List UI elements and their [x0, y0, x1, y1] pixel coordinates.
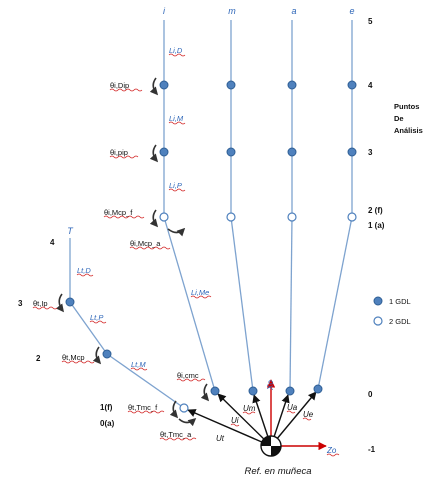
finger-label-t: T: [67, 226, 73, 236]
joint-ring-mcp: [288, 213, 296, 221]
angle-label-t-ip: θt,Ip: [33, 299, 48, 308]
joint-thumb-ip: [66, 298, 74, 306]
legend-label-2gdl: 2 GDL: [389, 317, 411, 326]
level-label: 1 (a): [368, 221, 385, 230]
vector-label-um: Um: [243, 404, 256, 413]
angle-label-tmc-f: θt,Tmc_f: [128, 403, 158, 412]
axis-label-zo: Zo: [327, 446, 337, 455]
hollow-circle-icon: [374, 317, 382, 325]
joint-little-mcp: [348, 213, 356, 221]
axis-label-xo: Xo: [266, 380, 275, 390]
vector-label-ut: Ut: [216, 434, 224, 443]
joint-middle-pip: [227, 148, 235, 156]
curved-arrow-icon: [204, 384, 208, 400]
joint-index-mcp: [160, 213, 168, 221]
angle-label-mcp-a: θi,Mcp_a: [130, 239, 161, 248]
reference-label: Ref. en muñeca: [244, 466, 312, 477]
angle-label-tmc-a: θt,Tmc_a: [160, 430, 192, 439]
thumb-level-label: 4: [50, 238, 55, 247]
segment-label-lid: Li,D: [169, 46, 183, 55]
curved-arrow-icon: [153, 210, 157, 226]
level-label: 3: [368, 148, 373, 157]
finger-labels: [67, 6, 354, 236]
segment-labels: [77, 46, 209, 369]
segment-label-ltp: Lt,P: [90, 313, 104, 322]
curved-arrow-icon: [96, 347, 100, 363]
joint-thumb-mcp: [103, 350, 111, 358]
wrist-reference-icon: [261, 436, 281, 456]
angle-labels: [33, 81, 199, 439]
vector-label-ue: Ue: [303, 410, 314, 419]
analysis-title-line-2: De: [394, 114, 404, 123]
thumb-level-label: 2: [36, 354, 41, 363]
angle-label-cmc: θi,cmc: [177, 371, 199, 380]
joint-index-dip: [160, 81, 168, 89]
vector-ut: [188, 410, 271, 446]
segment-label-lip: Li,P: [169, 181, 182, 190]
legend-label-1gdl: 1 GDL: [389, 297, 411, 306]
curved-arrow-icon: [179, 419, 195, 423]
little-metacarpal-line: [318, 217, 352, 389]
thumb-level-label: 3: [18, 299, 23, 308]
thumb-proximal-line: [70, 302, 107, 354]
curved-arrow-icon: [153, 78, 157, 94]
vector-label-ui: Ui: [231, 416, 239, 425]
segment-label-ltd: Lt,D: [77, 266, 91, 275]
curved-arrow-icon: [59, 294, 63, 311]
middle-metacarpal-line: [231, 217, 253, 391]
joint-middle-cmc: [249, 387, 257, 395]
finger-label-i: i: [163, 6, 165, 16]
joint-little-cmc: [314, 385, 322, 393]
analysis-points-title: [394, 102, 423, 135]
segment-label-lim: Li,M: [169, 114, 184, 123]
angle-label-pip: θi,pip: [110, 148, 128, 157]
level-label: 2 (f): [368, 206, 383, 215]
joint-ring-pip: [288, 148, 296, 156]
joint-middle-dip: [227, 81, 235, 89]
vector-labels: [216, 403, 314, 443]
joint-little-pip: [348, 148, 356, 156]
joints-2gdl: [160, 213, 356, 412]
angle-label-mcp-f: θi,Mcp_f: [104, 208, 133, 217]
legend: [374, 297, 411, 326]
finger-label-a: a: [291, 6, 297, 16]
curved-arrow-icon: [168, 229, 184, 233]
segment-label-squiggles: [77, 54, 211, 370]
segment-label-ltm: Lt,M: [131, 360, 146, 369]
analysis-title-line-1: Puntos: [394, 102, 420, 111]
joint-ring-dip: [288, 81, 296, 89]
ring-metacarpal-line: [290, 217, 292, 391]
index-metacarpal-line: [164, 217, 215, 391]
joint-middle-mcp: [227, 213, 235, 221]
level-labels: [18, 17, 385, 454]
segment-label-lime: Li,Me: [191, 288, 210, 297]
angle-label-squiggles: [33, 89, 205, 440]
level-label: -1: [368, 445, 376, 454]
analysis-title-line-3: Análisis: [394, 126, 423, 135]
joint-index-pip: [160, 148, 168, 156]
vector-label-ua: Ua: [287, 403, 298, 412]
joint-thumb-tmc: [180, 404, 188, 412]
angle-label-t-mcp: θt,Mcp: [62, 353, 85, 362]
level-label: 4: [368, 81, 373, 90]
thumb-level-label: 0(a): [100, 419, 115, 428]
joint-index-cmc: [211, 387, 219, 395]
filled-circle-icon: [374, 297, 382, 305]
level-label: 0: [368, 390, 373, 399]
level-label: 5: [368, 17, 373, 26]
thumb-level-label: 1(f): [100, 403, 113, 412]
curved-arrow-icon: [153, 145, 157, 161]
angle-label-dip: θi,Dip: [110, 81, 130, 90]
joint-little-dip: [348, 81, 356, 89]
joint-ring-cmc: [286, 387, 294, 395]
finger-label-m: m: [228, 6, 236, 16]
joints-1gdl: [66, 81, 356, 395]
finger-label-e: e: [349, 6, 355, 16]
